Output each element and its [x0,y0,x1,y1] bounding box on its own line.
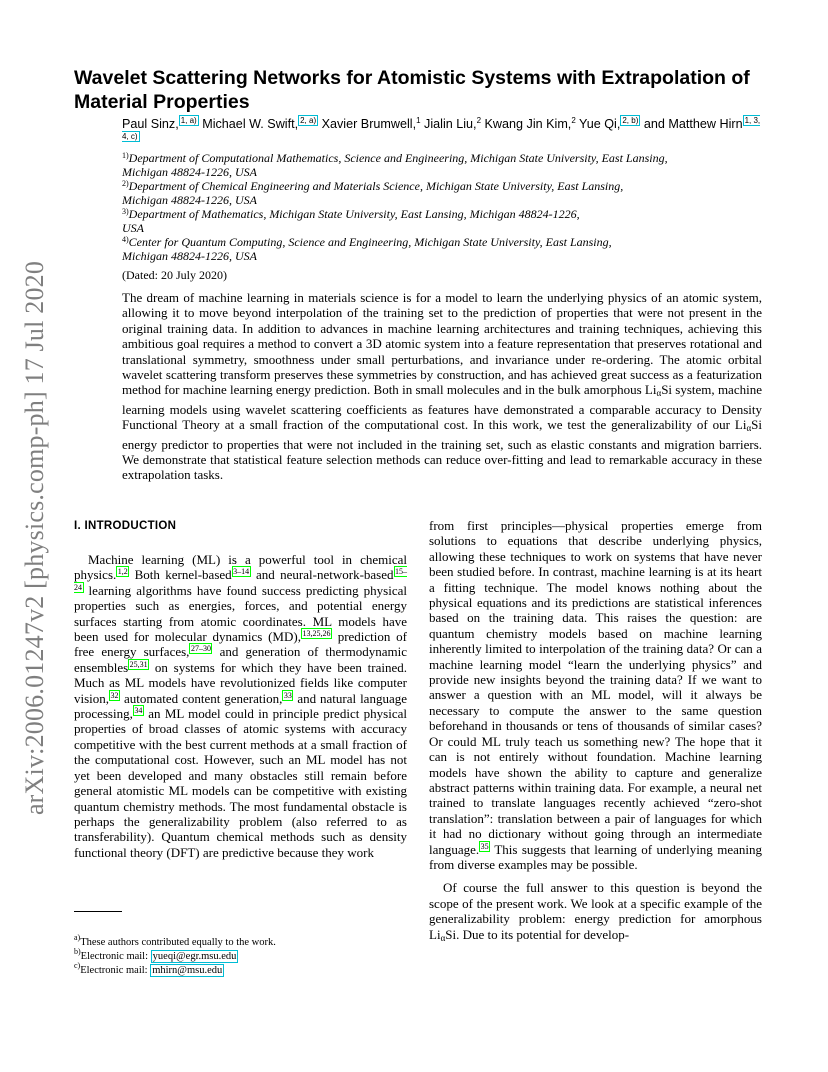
citation-link[interactable]: 35 [480,841,489,851]
dated-line: (Dated: 20 July 2020) [122,268,227,282]
citation-link[interactable]: 1,2 [117,567,128,577]
affiliation-2: $^{2)}$Department of Chemical Engineering and Materials Science, Michigan State University, East Lansing, Michigan 48824-1226, USA [122,179,624,207]
citation-link[interactable]: 3–14 [233,567,250,577]
footnote-a: $^{a)}$These authors contributed equally to the work. [74,933,276,948]
author-name: Michael W. Swift, [202,117,299,131]
right-column: from first principles—physical properties emerge from solutions to equations that describe underlying physics, allowing these techniques to work on systems that have never been studied before. In contrast, machine learning is at its heart a fitting technique. The model knows nothing about the physical equations and its predictions are statistical inferences based on the training data. This raises the question: are quantum chemistry models based on machine learning inherently limited to interpolation of the training data? Or can a machine learning model “learn the underlying physics” and provide new insights beyond the training data? If we want to answer a question with an ML model, will it always be necessary to compute the answer to the same question beforehand in thousands or tens of thousands of similar cases? Or could ML truly teach us something new? The hope that it can is not entirely without foundation. Machine learning models have shown the ability to capture and generalize abstract patterns within training data. For example, a neural net trained to translate languages recently achieved “zero-shot translation”: translation between a pair of languages for which it had no dictionary without going through an intermediate language. $^{35}$ This suggests that learning of underlying meaning from diverse examples may be possible. Of course the full answer to this question is beyond the scope of the present work. We look at a specific example of the generalizability problem: energy prediction for amorphous $Li_\alpha Si$. Due to its potential for develop- [429,518,762,943]
author-name: Kwang Jin Kim, [484,117,572,131]
arxiv-identifier: arXiv:2006.01247v2 [physics.comp-ph] 17 Jul 2020 [20,260,50,816]
author-name: Xavier Brumwell, [321,117,417,131]
section-heading-introduction: I. INTRODUCTION [74,520,177,532]
arxiv-sidebar [18,248,52,828]
author-affil-mark: 2 [571,116,576,125]
affiliation-1: $^{1)}$Department of Computational Mathematics, Science and Engineering, Michigan State University, East Lansing, Michigan 48824-1226, USA [122,151,668,179]
affiliation-4: $^{4)}$Center for Quantum Computing, Science and Engineering, Michigan State University, East Lansing, Michigan 48824-1226, USA [122,235,612,263]
author-list [122,116,762,148]
author-name: Yue Qi, [579,117,621,131]
citation-link[interactable]: 25,31 [129,659,148,669]
author-name: Paul Sinz, [122,117,179,131]
citation-link[interactable]: 27–30 [190,644,211,654]
footnote-c: $^{c)}$Electronic mail: mhirn@msu.edu [74,961,223,976]
footnote-b: $^{b)}$Electronic mail: yueqi@egr.msu.edu [74,947,237,962]
email-link-mhirn[interactable]: mhirn@msu.edu [152,965,223,976]
footnote-rule [74,911,122,912]
author-name: Jialin Liu, [424,117,477,131]
footnotes [74,933,407,978]
abstract: The dream of machine learning in materials science is for a model to learn the underlying physics of an atomic system, allowing it to move beyond interpolation of the training set to the prediction of properties that were not present in the original training data. In addition to advances in machine learning architectures and training techniques, achieving this ambitious goal requires a method to convert a 3D atomic system into a feature representation that preserves rotational and translational symmetry, smoothness under small perturbations, and invariance under re-ordering. The atomic orbital wavelet scattering transform preserves these symmetries by construction, and has achieved great success as a featurization method for machine learning energy prediction. Both in small molecules and in the bulk amorphous $Li_\alpha Si$ system, machine learning models using wavelet scattering coefficients as features have demonstrated a comparable accuracy to Density Functional Theory at a small fraction of the computational cost. In this work, we test the generalizability of our $Li_\alpha Si$ energy predictor to properties that were not included in the training set, such as elastic constants and migration barriers. We demonstrate that statistical feature selection methods can reduce over-fitting and lead to remarkable accuracy in these extrapolation tasks. [122,290,762,483]
citation-link[interactable]: 32 [110,690,119,700]
affiliation-3: $^{3)}$Department of Mathematics, Michigan State University, East Lansing, Michigan 48824-1226, USA [122,207,580,235]
author-affil-mark: 1 [416,116,421,125]
citation-link[interactable]: 13,25,26 [302,629,331,639]
author-footnote-mark[interactable]: 1, 3, 4, c) [122,116,761,141]
citation-link[interactable]: 33 [283,690,292,700]
author-footnote-mark[interactable]: 2, a) [300,116,317,125]
author-footnote-mark[interactable]: 2, b) [622,116,639,125]
paper-title: Wavelet Scattering Networks for Atomistic Systems with Extrapolation of Material Properties [74,67,750,113]
author-affil-mark: 2 [476,116,482,125]
author-footnote-mark[interactable]: 1, a) [180,116,197,125]
email-link-yueqi[interactable]: yueqi@egr.msu.edu [152,951,237,962]
left-column: Machine learning (ML) is a powerful tool in chemical physics. $^{1,2}$ Both kernel-based $^{3-14}$ and neural-network-based $^{15-24}$ learning algorithms have found success predicting physical properties such as energies, forces, and potential energy surfaces starting from atomic coordinates. ML models have been used for molecular dynamics (MD), $^{13,25,26}$ prediction of free energy surfaces, $^{27-30}$ and generation of thermodynamic ensembles $^{25,31}$ on systems for which they have been trained. Much as ML models have revolutionized fields like computer vision, $^{32}$ automated content generation, $^{33}$ and natural language processing, $^{34}$ an ML model could in principle predict physical properties of broad classes of atomic systems with accuracy competitive with the best current methods at a small fraction of the computational cost. However, such an ML model has not yet been developed and many obstacles still remain before general atomistic ML models can be competitive with existing quantum chemistry methods. The most fundamental obstacle is perhaps the generalizability problem (also referred to as transferability). Quantum chemical methods such as density functional theory (DFT) are predictive because they work [74,552,407,860]
citation-link[interactable]: 34 [134,706,143,716]
citation-link[interactable]: 15–24 [74,567,407,592]
author-name: and Matthew Hirn [643,117,743,131]
